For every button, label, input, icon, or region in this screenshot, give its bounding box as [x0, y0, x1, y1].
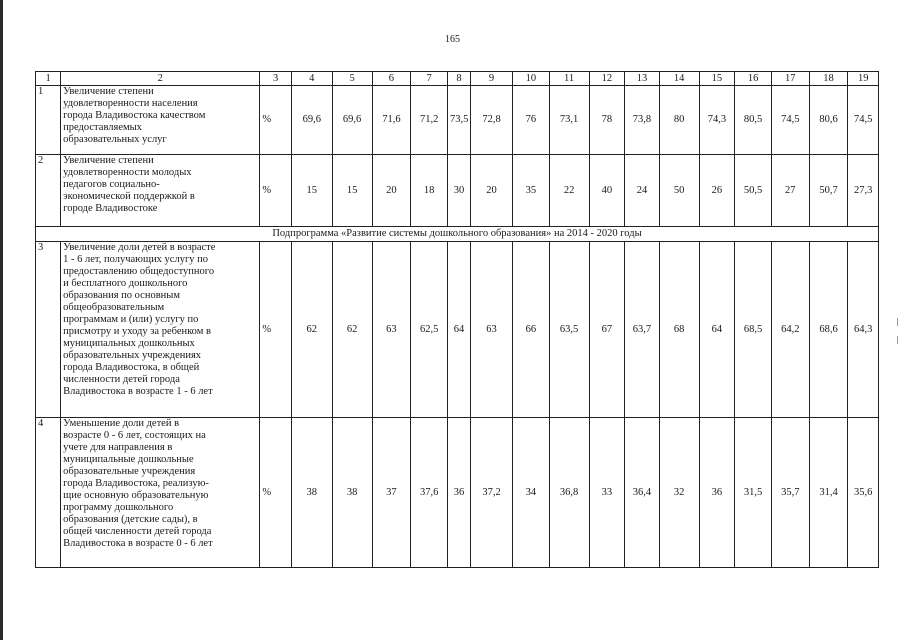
value-cell: 31,4	[809, 418, 848, 568]
value-cell: 38	[332, 418, 372, 568]
table-row	[36, 418, 879, 568]
value-cell: 71,6	[372, 86, 411, 155]
value-cell: 76	[513, 86, 550, 155]
value-cell: 80,5	[735, 86, 772, 155]
indicator-name-line: общеобразовательным	[63, 302, 165, 313]
indicator-name-line: общей численности детей города	[63, 526, 212, 537]
value-cell: 50	[659, 155, 699, 227]
value-cell: 40	[589, 155, 625, 227]
row-number: 1	[36, 86, 61, 155]
indicator-name-line: образовательных услуг	[63, 134, 167, 145]
indicator-name-line: Уменьшение доли детей в	[63, 418, 180, 429]
value-cell: 63,7	[625, 242, 660, 418]
indicator-name-line: Увеличение степени	[63, 155, 154, 166]
value-cell: 62	[291, 242, 332, 418]
header-cell: 16	[735, 72, 772, 86]
value-cell: 36,4	[625, 418, 660, 568]
value-cell: 67	[589, 242, 625, 418]
indicator-name-line: города Владивостока качеством	[63, 110, 206, 121]
value-cell: 80,6	[809, 86, 848, 155]
table-row	[36, 242, 879, 418]
scan-artifact	[897, 336, 898, 344]
indicator-name	[61, 242, 260, 418]
value-cell: 20	[471, 155, 513, 227]
indicator-name-line: программам и (или) услугу по	[63, 314, 199, 325]
header-cell: 18	[809, 72, 848, 86]
value-cell: 64	[699, 242, 735, 418]
indicator-name-line: муниципальных дошкольных	[63, 338, 195, 349]
subprogram-row	[36, 227, 879, 242]
subprogram-title: Подпрограмма «Развитие системы дошкольного образования» на 2014 - 2020 годы	[36, 227, 879, 242]
header-cell: 2	[61, 72, 260, 86]
value-cell: 36	[699, 418, 735, 568]
indicator-name-line: предоставляемых	[63, 122, 142, 133]
header-cell: 17	[771, 72, 809, 86]
indicator-name-line: города Владивостока, реализую-	[63, 478, 209, 489]
table-row	[36, 86, 879, 155]
value-cell: 37,2	[471, 418, 513, 568]
indicator-name-line: щие основную образовательную	[63, 490, 209, 501]
value-cell: 64	[448, 242, 471, 418]
value-cell: 63	[372, 242, 411, 418]
value-cell: 74,5	[771, 86, 809, 155]
value-cell: 71,2	[411, 86, 448, 155]
row-number: 4	[36, 418, 61, 568]
row-number: 2	[36, 155, 61, 227]
value-cell: 30	[448, 155, 471, 227]
header-cell: 14	[659, 72, 699, 86]
value-cell: 69,6	[291, 86, 332, 155]
header-cell: 1	[36, 72, 61, 86]
indicator-name-line: города Владивостока, в общей	[63, 362, 200, 373]
value-cell: 63,5	[549, 242, 589, 418]
value-cell: 50,7	[809, 155, 848, 227]
header-cell: 7	[411, 72, 448, 86]
indicator-name-line: педагогов социально-	[63, 179, 160, 190]
indicator-name	[61, 155, 260, 227]
unit-cell: %	[260, 155, 291, 227]
header-cell: 12	[589, 72, 625, 86]
indicator-name-line: образовательных учреждениях	[63, 350, 202, 361]
indicator-name-line: образования (детские сады), в	[63, 514, 198, 525]
indicator-name-line: Владивостока в возрасте 1 - 6 лет	[63, 386, 213, 397]
scan-artifact	[897, 318, 898, 326]
value-cell: 15	[291, 155, 332, 227]
value-cell: 64,2	[771, 242, 809, 418]
value-cell: 62	[332, 242, 372, 418]
header-cell: 9	[471, 72, 513, 86]
header-cell: 5	[332, 72, 372, 86]
indicator-name-line: Увеличение доли детей в возрасте	[63, 242, 216, 253]
indicators-table	[35, 71, 879, 568]
indicator-name-line: присмотру и уходу за ребенком в	[63, 326, 211, 337]
indicator-name-line: учете для направления в	[63, 442, 173, 453]
value-cell: 31,5	[735, 418, 772, 568]
value-cell: 37,6	[411, 418, 448, 568]
value-cell: 37	[372, 418, 411, 568]
value-cell: 32	[659, 418, 699, 568]
indicator-name	[61, 418, 260, 568]
indicator-name-line: Увеличение степени	[63, 86, 154, 97]
value-cell: 24	[625, 155, 660, 227]
indicator-name	[61, 86, 260, 155]
scan-edge-bar	[0, 0, 3, 640]
value-cell: 22	[549, 155, 589, 227]
value-cell: 80	[659, 86, 699, 155]
header-cell: 3	[260, 72, 291, 86]
header-cell: 13	[625, 72, 660, 86]
value-cell: 34	[513, 418, 550, 568]
value-cell: 33	[589, 418, 625, 568]
value-cell: 74,3	[699, 86, 735, 155]
page-number: 165	[445, 34, 460, 45]
unit-cell: %	[260, 86, 291, 155]
value-cell: 73,8	[625, 86, 660, 155]
value-cell: 73,5	[448, 86, 471, 155]
value-cell: 62,5	[411, 242, 448, 418]
value-cell: 78	[589, 86, 625, 155]
indicator-name-line: 1 - 6 лет, получающих услугу по	[63, 254, 209, 265]
value-cell: 36	[448, 418, 471, 568]
value-cell: 68,5	[735, 242, 772, 418]
value-cell: 36,8	[549, 418, 589, 568]
indicator-name-line: городе Владивостоке	[63, 203, 158, 214]
header-row	[36, 72, 879, 86]
header-cell: 6	[372, 72, 411, 86]
value-cell: 26	[699, 155, 735, 227]
value-cell: 68,6	[809, 242, 848, 418]
value-cell: 27	[771, 155, 809, 227]
indicator-name-line: и бесплатного дошкольного	[63, 278, 188, 289]
value-cell: 69,6	[332, 86, 372, 155]
value-cell: 15	[332, 155, 372, 227]
value-cell: 35,6	[848, 418, 879, 568]
value-cell: 72,8	[471, 86, 513, 155]
indicator-name-line: возрасте 0 - 6 лет, состоящих на	[63, 430, 206, 441]
header-cell: 4	[291, 72, 332, 86]
header-cell: 11	[549, 72, 589, 86]
indicator-name-line: образования по основным	[63, 290, 180, 301]
unit-cell: %	[260, 242, 291, 418]
header-cell: 15	[699, 72, 735, 86]
value-cell: 35,7	[771, 418, 809, 568]
indicator-name-line: муниципальные дошкольные	[63, 454, 194, 465]
indicator-name-line: экономической поддержкой в	[63, 191, 195, 202]
value-cell: 63	[471, 242, 513, 418]
value-cell: 20	[372, 155, 411, 227]
header-cell: 19	[848, 72, 879, 86]
indicator-name-line: предоставлению общедоступного	[63, 266, 215, 277]
value-cell: 18	[411, 155, 448, 227]
unit-cell: %	[260, 418, 291, 568]
value-cell: 38	[291, 418, 332, 568]
value-cell: 66	[513, 242, 550, 418]
value-cell: 68	[659, 242, 699, 418]
indicator-name-line: удовлетворенности молодых	[63, 167, 192, 178]
value-cell: 27,3	[848, 155, 879, 227]
table-row	[36, 155, 879, 227]
value-cell: 50,5	[735, 155, 772, 227]
header-cell: 10	[513, 72, 550, 86]
header-cell: 8	[448, 72, 471, 86]
indicator-name-line: удовлетворенности населения	[63, 98, 198, 109]
value-cell: 74,5	[848, 86, 879, 155]
value-cell: 64,3	[848, 242, 879, 418]
value-cell: 73,1	[549, 86, 589, 155]
row-number: 3	[36, 242, 61, 418]
indicator-name-line: численности детей города	[63, 374, 180, 385]
indicator-name-line: Владивостока в возрасте 0 - 6 лет	[63, 538, 213, 549]
value-cell: 35	[513, 155, 550, 227]
indicator-name-line: образовательные учреждения	[63, 466, 196, 477]
indicator-name-line: программу дошкольного	[63, 502, 174, 513]
